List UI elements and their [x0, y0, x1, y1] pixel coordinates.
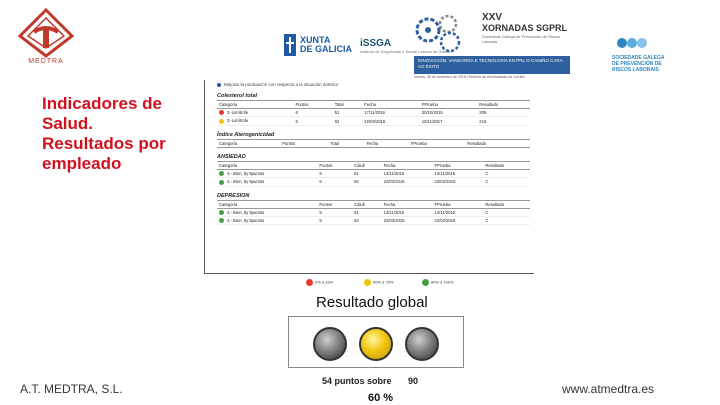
column-header: Fecha	[382, 200, 433, 208]
category-cell	[217, 109, 293, 117]
legend-label: 80% a 100%	[431, 279, 454, 285]
table-row	[217, 178, 530, 186]
fecha-cell: 22/03/2016	[382, 216, 433, 224]
column-header: FPrueba	[432, 200, 483, 208]
score-points: 54 puntos sobre	[322, 376, 392, 386]
footer-website[interactable]: www.atmedtra.es	[562, 382, 655, 396]
status-dot-icon	[219, 218, 224, 223]
section-title: Colesterol total	[217, 93, 258, 99]
column-header: Total	[333, 101, 363, 109]
column-header: Puntos	[317, 200, 352, 208]
table-row	[217, 216, 530, 224]
column-header: Cálull	[352, 161, 382, 169]
total-cell: 62	[352, 216, 382, 224]
puntos-cell: 5	[317, 178, 352, 186]
column-header: Fecha	[362, 101, 420, 109]
table-row	[217, 117, 530, 125]
fecha-cell: 14/11/2016	[382, 208, 433, 216]
traffic-lamp-off	[405, 327, 439, 361]
table-header-row	[217, 200, 530, 208]
report-topline	[217, 82, 530, 87]
fprueba-cell: 30/10/2015	[420, 109, 478, 117]
category-label: 3.-Limítrofe	[227, 110, 249, 115]
column-header: Categoría	[217, 161, 317, 169]
legend-label: 0% a 33%	[315, 279, 334, 285]
table-row	[217, 109, 530, 117]
sgprl-logo	[612, 36, 672, 73]
medtra-logo	[18, 8, 74, 68]
category-cell	[217, 117, 293, 125]
legend-dot-icon	[422, 279, 429, 286]
table-header-row	[217, 161, 530, 169]
legend-dot-icon	[306, 279, 313, 286]
column-header: Categoría	[217, 200, 317, 208]
fecha-cell: 14/11/2016	[382, 169, 433, 177]
fecha-cell: 22/03/2016	[382, 178, 433, 186]
title-line-4: empleado	[42, 154, 122, 173]
sgprl-emblem-icon	[612, 36, 652, 50]
section-title: Índice Aterogenicidad	[217, 131, 275, 138]
total-cell: 62	[333, 117, 363, 125]
total-cell: 51	[333, 109, 363, 117]
total-cell: 51	[352, 208, 382, 216]
column-header: Fecha	[365, 139, 409, 147]
xunta-text	[300, 36, 352, 54]
legend-item	[422, 279, 454, 286]
status-dot-icon	[219, 171, 224, 176]
category-cell	[217, 178, 317, 186]
table-header-row	[217, 101, 530, 109]
puntos-cell: 6	[293, 109, 332, 117]
category-label: 3.-Limítrofe	[227, 118, 249, 124]
section-table	[217, 200, 530, 226]
xunta-line2: DE GALICIA	[300, 44, 353, 54]
resultado-cell: 205	[477, 109, 530, 117]
gears-icon	[410, 12, 474, 54]
column-header: Categoría	[217, 101, 293, 109]
title-line-1: Indicadores de	[42, 94, 162, 113]
slide-title	[42, 94, 202, 174]
fecha-cell: 22/03/2016	[362, 117, 420, 125]
category-label: 4.- Bien, 5y 5puntos	[227, 217, 265, 223]
fprueba-cell: 22/02/2015	[432, 178, 483, 186]
fprueba-cell: 22/02/2015	[432, 216, 483, 224]
traffic-lamp-off	[313, 327, 347, 361]
legend-item	[364, 279, 393, 286]
column-header: Categoría	[217, 139, 280, 147]
total-cell: 62	[352, 178, 382, 186]
resultado-cell: C	[483, 216, 530, 224]
fprueba-cell: 14/11/2015	[432, 208, 483, 216]
xxv-number: XXV	[482, 12, 503, 23]
resultado-cell: C	[483, 178, 530, 186]
fecha-cell: 17/11/2016	[362, 109, 420, 117]
column-header: Puntos	[280, 139, 328, 147]
column-header: Resultado	[483, 200, 530, 208]
title-line-3: Resultados por	[42, 134, 166, 153]
column-header: FPrueba	[432, 161, 483, 169]
result-title: Resultado global	[316, 294, 428, 311]
medtra-wordmark: MEDTRA	[28, 58, 64, 65]
column-header: Resultado	[477, 101, 530, 109]
issga-subtext: Instituto de Seguridade e Saúde Laboral de Galicia	[360, 49, 451, 54]
section-table	[217, 139, 530, 148]
column-header: Cálull	[352, 200, 382, 208]
fprueba-cell: 14/11/2015	[432, 169, 483, 177]
category-label: 4.- Bien, 5y 5puntos	[227, 179, 265, 185]
table-row	[217, 169, 530, 177]
status-dot-icon	[219, 110, 224, 115]
xunta-emblem-icon	[284, 34, 296, 56]
puntos-cell: 5	[317, 216, 352, 224]
report-topline-text: Mejorar la puntuación con respecto a la situación anterior	[224, 82, 339, 87]
table-row	[217, 208, 530, 216]
report-sections	[217, 93, 530, 225]
category-label: 4.- Bien, 5y 5puntos	[227, 209, 265, 215]
puntos-cell: 5	[317, 208, 352, 216]
xxv-jornadas-banner	[410, 12, 570, 78]
medtra-emblem-icon	[18, 8, 74, 58]
status-dot-icon	[219, 119, 224, 124]
traffic-lamp-lit	[359, 327, 393, 361]
status-dot-icon	[219, 210, 224, 215]
info-icon	[217, 83, 221, 87]
category-cell	[217, 208, 317, 216]
category-cell	[217, 216, 317, 224]
traffic-light	[288, 316, 464, 368]
category-cell	[217, 169, 317, 177]
xxv-subtitle: Sociedade Galega de Prevención de Riscos Laborais	[482, 34, 561, 44]
column-header: FPrueba	[420, 101, 478, 109]
column-header: Resultado	[465, 139, 530, 147]
legend-dot-icon	[364, 279, 371, 286]
xxv-title: XORNADAS SGPRL	[482, 23, 568, 33]
column-header: Total	[328, 139, 364, 147]
traffic-legend	[306, 279, 466, 289]
total-cell: 51	[352, 169, 382, 177]
xxv-band: INNOVACIÓN, VANGARDA E TECNOLOXÍA EN PRL O CAMIÑO CARA AO ÉXITO	[414, 56, 570, 74]
category-label: 4.- Bien, 5y 5puntos	[227, 170, 265, 176]
xunta-line1: XUNTA	[300, 35, 331, 45]
sgprl-text: SOCIEDADE GALEGA DE PREVENCIÓN DE RISCOS LABORAIS	[612, 55, 665, 73]
xxv-footnote: Venres, 30 de novembro de 2018 | Reitoría da Universidade da Coruña	[414, 75, 525, 79]
puntos-cell: 6	[293, 117, 332, 125]
resultado-cell: C	[483, 169, 530, 177]
section-title: DEPRESION	[217, 192, 250, 199]
column-header: Resultado	[483, 161, 530, 169]
section-table	[217, 161, 530, 187]
resultado-cell: 216	[477, 117, 530, 125]
column-header: Fecha	[382, 161, 433, 169]
issga-text: iSSGA	[360, 38, 392, 49]
footer-company: A.T. MEDTRA, S.L.	[20, 382, 123, 396]
status-dot-icon	[219, 180, 224, 185]
xunta-logo	[284, 34, 354, 58]
column-header: Puntos	[317, 161, 352, 169]
column-header: FPrueba	[409, 139, 466, 147]
score-max: 90	[408, 376, 419, 386]
health-report-panel	[204, 80, 534, 274]
column-header: Puntos	[293, 101, 332, 109]
score-percent: 60 %	[368, 392, 394, 404]
fprueba-cell: 10/11/2017	[420, 117, 478, 125]
table-header-row	[217, 139, 530, 147]
section-title: ANSIEDAD	[217, 153, 246, 160]
legend-item	[306, 279, 333, 286]
section-table	[217, 100, 530, 126]
title-line-2: Salud.	[42, 114, 94, 133]
legend-label: 40% a 75%	[373, 279, 394, 285]
resultado-cell: C	[483, 208, 530, 216]
puntos-cell: 5	[317, 169, 352, 177]
